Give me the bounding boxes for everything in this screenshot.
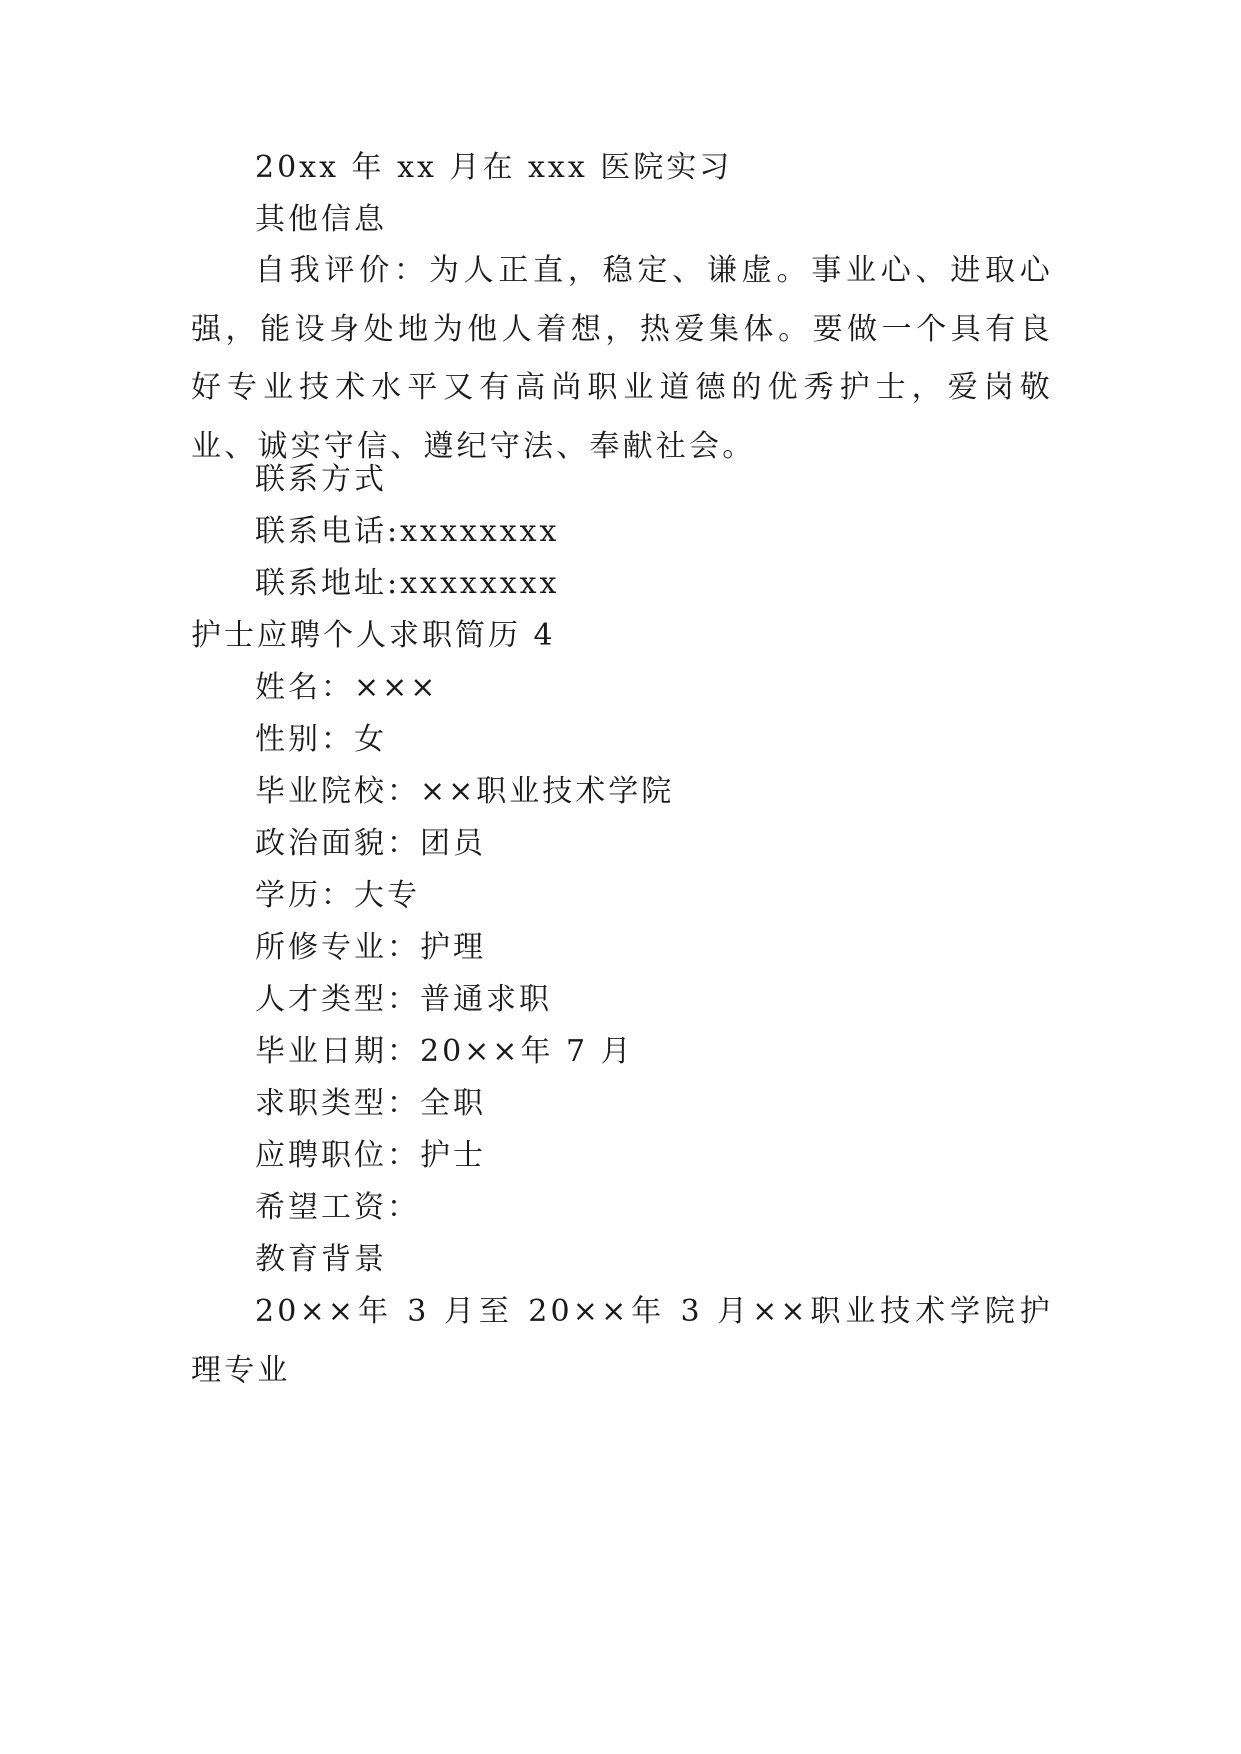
field-major: 所修专业：护理 bbox=[255, 930, 486, 965]
field-talent-type: 人才类型：普通求职 bbox=[255, 982, 552, 1017]
field-school: 毕业院校：××职业技术学院 bbox=[255, 774, 675, 809]
education-heading: 教育背景 bbox=[255, 1242, 387, 1277]
field-salary: 希望工资： bbox=[255, 1190, 420, 1225]
contact-address: 联系地址:xxxxxxxx bbox=[255, 566, 560, 601]
field-grad-date: 毕业日期：20××年 7 月 bbox=[255, 1034, 634, 1069]
field-position: 应聘职位：护士 bbox=[255, 1138, 486, 1173]
education-entry: 20××年 3 月至 20××年 3 月××职业技术学院护理专业 bbox=[191, 1294, 1053, 1388]
resume-title: 护士应聘个人求职简历 4 bbox=[191, 618, 556, 653]
field-gender: 性别：女 bbox=[255, 722, 387, 757]
field-job-type: 求职类型：全职 bbox=[255, 1086, 486, 1121]
contact-phone: 联系电话:xxxxxxxx bbox=[255, 514, 560, 549]
internship-line: 20xx 年 xx 月在 xxx 医院实习 bbox=[255, 150, 733, 185]
self-evaluation-paragraph: 自我评价：为人正直，稳定、谦虚。事业心、进取心强，能设身处地为他人着想，热爱集体。要做一个具有良好专业技术水平又有高尚职业道德的优秀护士，爱岗敬业、诚实守信、遵纪守法、奉献社会。 bbox=[191, 253, 1053, 464]
other-info-heading: 其他信息 bbox=[255, 202, 387, 237]
field-name: 姓名：××× bbox=[255, 670, 439, 705]
contact-heading: 联系方式 bbox=[255, 462, 387, 497]
field-political: 政治面貌：团员 bbox=[255, 826, 486, 861]
field-education: 学历：大专 bbox=[255, 878, 420, 913]
